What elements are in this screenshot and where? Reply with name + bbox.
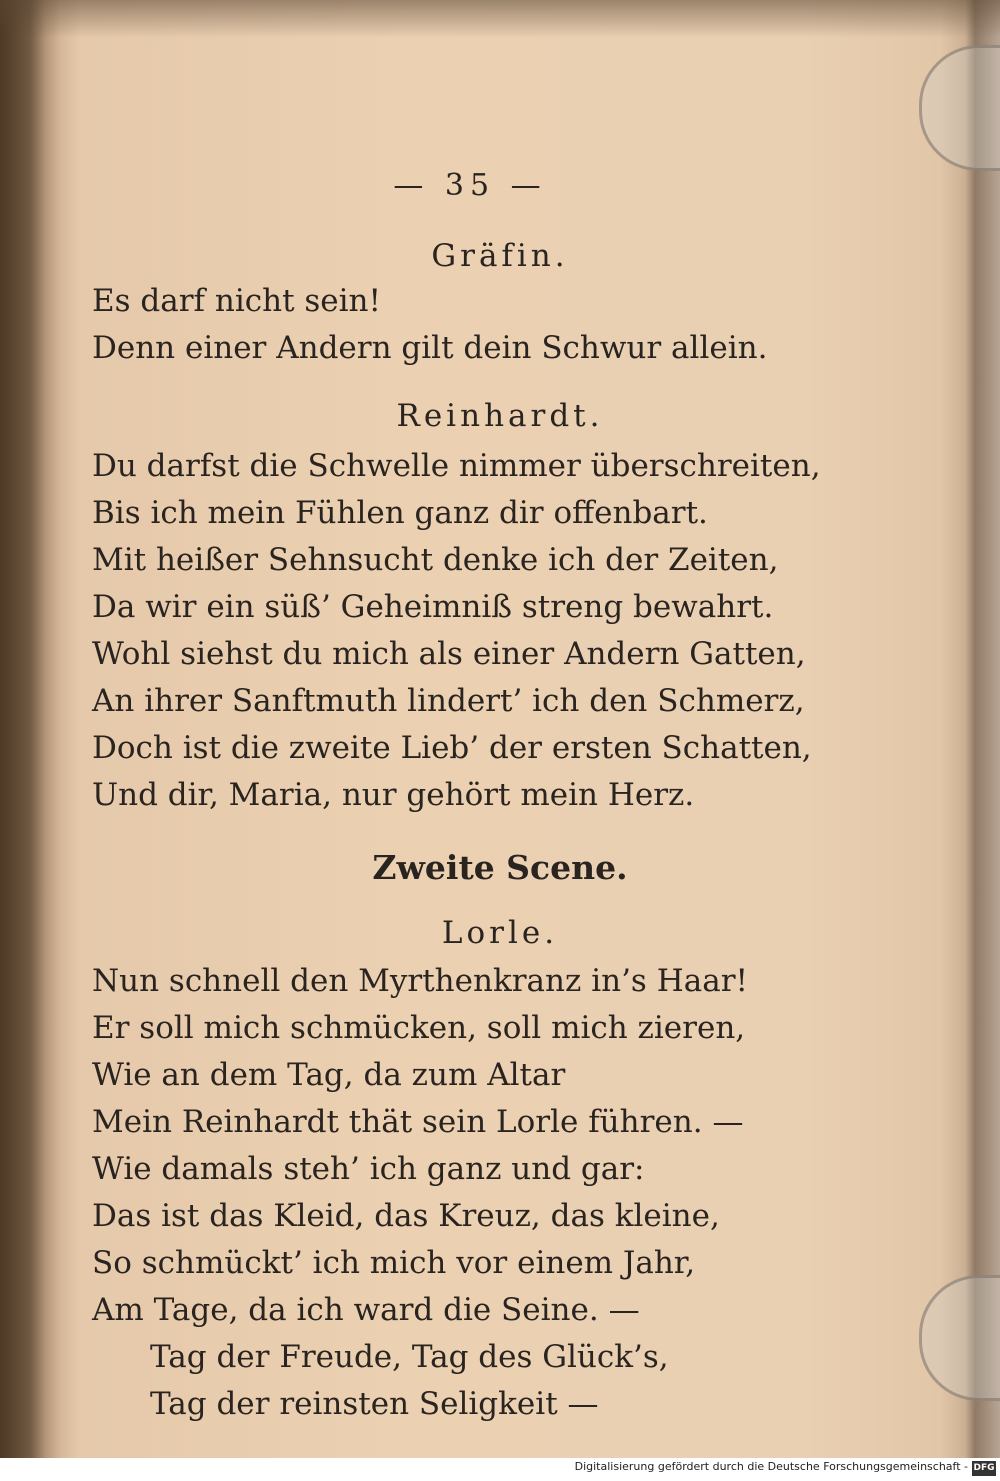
verse-line: Und dir, Maria, nur gehört mein Herz. bbox=[92, 777, 695, 813]
verse-line: Das ist das Kleid, das Kreuz, das kleine, bbox=[92, 1198, 720, 1234]
verse-line: Wie damals steh’ ich ganz und gar: bbox=[92, 1151, 645, 1187]
verse-line: Mit heißer Sehnsucht denke ich der Zeiten, bbox=[92, 542, 779, 578]
verse-line: So schmückt’ ich mich vor einem Jahr, bbox=[92, 1245, 696, 1281]
verse-line: An ihrer Sanftmuth lindert’ ich den Schmerz, bbox=[92, 683, 805, 719]
top-edge-shadow bbox=[0, 0, 1000, 38]
digitization-footer bbox=[0, 1458, 1000, 1481]
verse-line: Doch ist die zweite Lieb’ der ersten Schatten, bbox=[92, 730, 812, 766]
verse-line: Es darf nicht sein! bbox=[92, 283, 381, 319]
verse-line: Er soll mich schmücken, soll mich zieren, bbox=[92, 1010, 746, 1046]
speaker-lorle: Lorle. bbox=[441, 915, 559, 951]
verse-line: Tag der Freude, Tag des Glück’s, bbox=[150, 1339, 669, 1375]
page-number: — 35 — bbox=[393, 168, 547, 203]
verse-line: Denn einer Andern gilt dein Schwur allein. bbox=[92, 330, 768, 366]
verse-line: Wohl siehst du mich als einer Andern Gatten, bbox=[92, 636, 806, 672]
verse-line: Da wir ein süß’ Geheimniß streng bewahrt. bbox=[92, 589, 774, 625]
verse-block-lorle-indented bbox=[150, 1334, 669, 1428]
gutter-shadow bbox=[0, 0, 60, 1481]
speaker-graefin: Gräfin. bbox=[431, 238, 569, 274]
verse-line: Tag der reinsten Seligkeit — bbox=[150, 1386, 599, 1422]
speaker-reinhardt: Reinhardt. bbox=[396, 398, 604, 434]
verse-line: Bis ich mein Fühlen ganz dir offenbart. bbox=[92, 495, 708, 531]
verse-line: Nun schnell den Myrthenkranz in’s Haar! bbox=[92, 963, 748, 999]
verse-line: Wie an dem Tag, da zum Altar bbox=[92, 1057, 566, 1093]
verse-block-graefin bbox=[92, 278, 767, 372]
verse-line: Mein Reinhardt thät sein Lorle führen. — bbox=[92, 1104, 744, 1140]
verse-line: Am Tage, da ich ward die Seine. — bbox=[92, 1292, 640, 1328]
verse-block-lorle bbox=[92, 958, 748, 1334]
footer-credit: Digitalisierung gefördert durch die Deutsche Forschungsgemeinschaft - bbox=[574, 1460, 968, 1473]
verse-block-reinhardt bbox=[92, 443, 821, 819]
scene-title: Zweite Scene. bbox=[372, 848, 628, 887]
dfg-logo: DFG bbox=[972, 1461, 996, 1476]
verse-line: Du darfst die Schwelle nimmer überschreiten, bbox=[92, 448, 821, 484]
